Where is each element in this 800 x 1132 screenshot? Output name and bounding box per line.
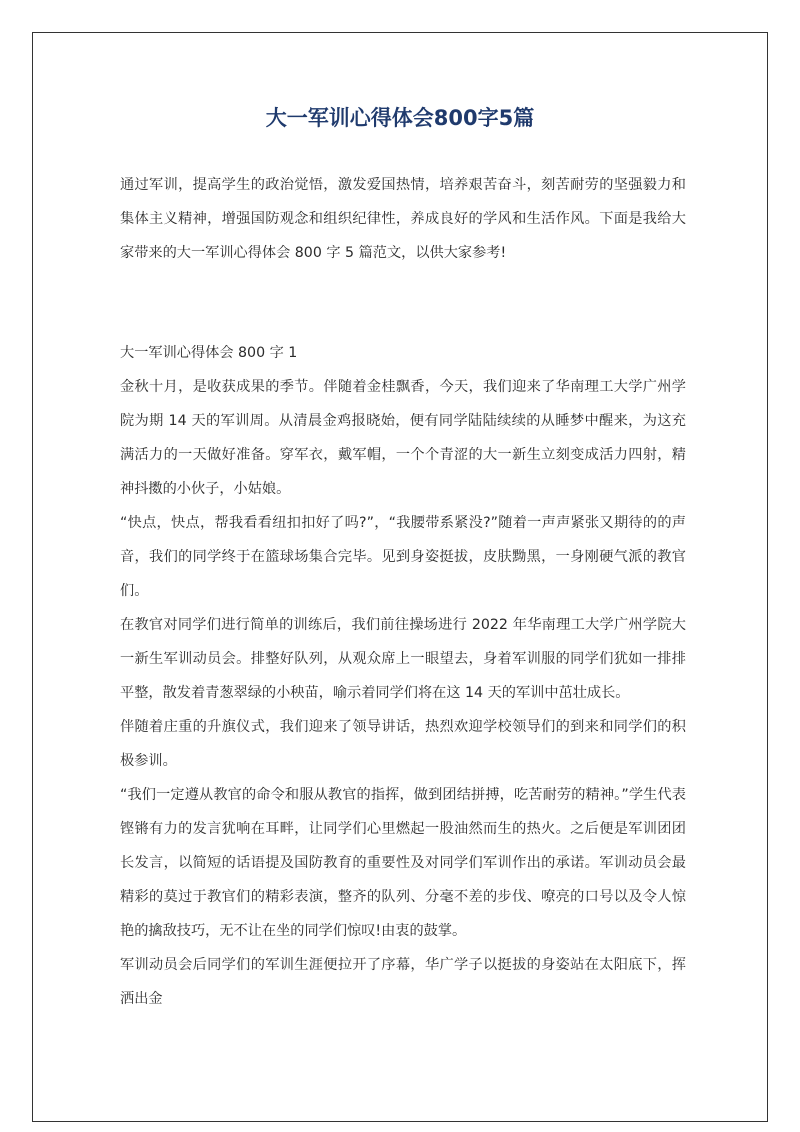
- spacer: [120, 270, 686, 336]
- document-body: [120, 168, 686, 1016]
- body-paragraph: 军训动员会后同学们的军训生涯便拉开了序幕，华广学子以挺拔的身姿站在太阳底下，挥洒出金: [120, 957, 686, 1007]
- section-heading: 大一军训心得体会 800 字 1: [120, 345, 298, 361]
- body-paragraph: 伴随着庄重的升旗仪式，我们迎来了领导讲话，热烈欢迎学校领导们的到来和同学们的积极参训。: [120, 719, 686, 769]
- body-paragraph: “我们一定遵从教官的命令和服从教官的指挥，做到团结拼搏，吃苦耐劳的精神。”学生代表铿锵有力的发言犹响在耳畔，让同学们心里燃起一股油然而生的热火。之后便是军训团团长发言，以简短的话语提及国防教育的重要性及对同学们军训作出的承诺。军训动员会最精彩的莫过于教官们的精彩表演，整齐的队列、分毫不差的步伐、嘹亮的口号以及令人惊艳的擒敌技巧，无不让在坐的同学们惊叹!由衷的鼓掌。: [120, 787, 686, 939]
- body-paragraph: 金秋十月，是收获成果的季节。伴随着金桂飘香，今天，我们迎来了华南理工大学广州学院为期 14 天的军训周。从清晨金鸡报晓始，便有同学陆陆续续的从睡梦中醒来，为这充满活力的一天做好准备。穿军衣，戴军帽，一个个青涩的大一新生立刻变成活力四射，精神抖擞的小伙子，小姑娘。: [120, 379, 686, 497]
- body-paragraph: “快点，快点，帮我看看纽扣扣好了吗?”，“我腰带系紧没?”随着一声声紧张又期待的的声音，我们的同学终于在篮球场集合完毕。见到身姿挺拔，皮肤黝黑，一身刚硬气派的教官们。: [120, 515, 686, 599]
- document-title: 大一军训心得体会800字5篇: [265, 106, 535, 130]
- body-paragraph: 在教官对同学们进行简单的训练后，我们前往操场进行 2022 年华南理工大学广州学院大一新生军训动员会。排整好队列，从观众席上一眼望去，身着军训服的同学们犹如一排排平整，散发着青葱翠绿的小秧苗，喻示着同学们将在这 14 天的军训中茁壮成长。: [120, 617, 686, 701]
- intro-paragraph: 通过军训，提高学生的政治觉悟，激发爱国热情，培养艰苦奋斗，刻苦耐劳的坚强毅力和集体主义精神，增强国防观念和组织纪律性，养成良好的学风和生活作风。下面是我给大家带来的大一军训心得体会 800 字 5 篇范文，以供大家参考!: [120, 177, 686, 261]
